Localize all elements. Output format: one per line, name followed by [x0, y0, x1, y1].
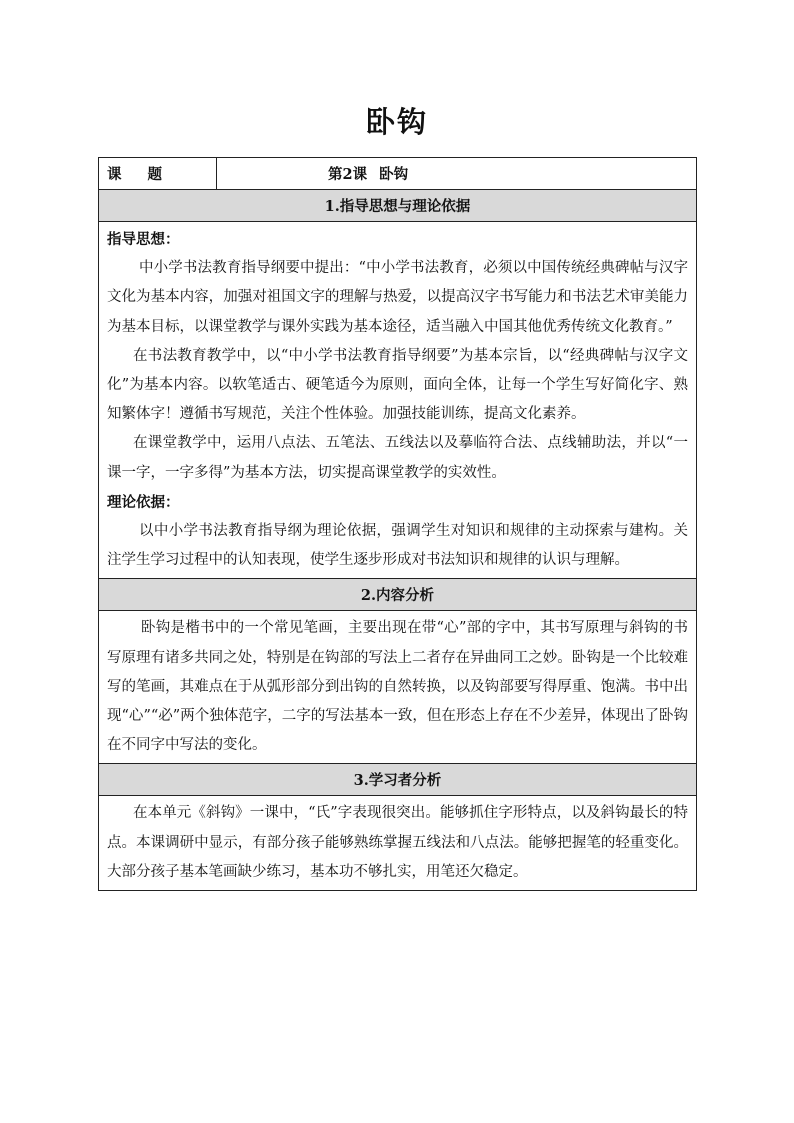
topic-lesson-name: 卧钩 [379, 166, 409, 183]
guiding-paragraph: 在书法教育教学中，以“中小学书法教育指导纲要”为基本宗旨，以“经典碑帖与汉字文化”为基本内容。以软笔适古、硬笔适今为原则，面向全体，让每一个学生写好简化字、熟知繁体字！遵循书写规范，关注个性体验。加强技能训练，提高文化素养。 [107, 347, 688, 423]
section-header-content: 2.内容分析 [99, 579, 697, 611]
guiding-paragraph: 在课堂教学中，运用八点法、五笔法、五线法以及摹临符合法、点线辅助法，并以“一课一字，一字多得”为基本方法，切实提高课堂教学的实效性。 [107, 435, 688, 481]
topic-value [217, 158, 697, 190]
section-header-row [99, 190, 697, 222]
section-content-row [99, 796, 697, 891]
learner-analysis-paragraph: 在本单元《斜钩》一课中，“氏”字表现很突出。能够抓住字形特点，以及斜钩最长的特点。本课调研中显示，有部分孩子能够熟练掌握五线法和八点法。能够把握笔的轻重变化。大部分孩子基本笔画缺少练习，基本功不够扎实，用笔还欠稳定。 [107, 805, 688, 880]
topic-label-char: 题 [147, 166, 162, 183]
section-header-learner: 3.学习者分析 [99, 764, 697, 796]
guiding-heading: 指导思想： [107, 231, 180, 248]
topic-label [99, 158, 217, 190]
section-content-analysis [99, 611, 697, 764]
theory-heading: 理论依据： [107, 493, 180, 511]
page-title: 卧钩 [365, 105, 428, 139]
section-header-row [99, 579, 697, 611]
theory-paragraph: 以中小学书法教育指导纲为理论依据，强调学生对知识和规律的主动探索与建构。关注学生学习过程中的认知表现，使学生逐步形成对书法知识和规律的认识与理解。 [107, 523, 688, 569]
topic-row [99, 158, 697, 190]
section-content-guiding [99, 222, 697, 579]
section-content-row [99, 611, 697, 764]
topic-lesson-number: 第2课 [328, 166, 368, 183]
content-analysis-paragraph: 卧钩是楷书中的一个常见笔画，主要出现在带“心”部的字中，其书写原理与斜钩的书写原理有诸多共同之处，特别是在钩部的写法上二者存在异曲同工之妙。卧钩是一个比较难写的笔画，其难点在于从弧形部分到出钩的自然转换，以及钩部要写得厚重、饱满。书中出现“心”“必”两个独体范字，二字的写法基本一致，但在形态上存在不少差异，体现出了卧钩在不同字中写法的变化。 [107, 620, 688, 754]
guiding-paragraph: 中小学书法教育指导纲要中提出：“中小学书法教育，必须以中国传统经典碑帖与汉字文化为基本内容，加强对祖国文字的理解与热爱，以提高汉字书写能力和书法艺术审美能力为基本目标，以课堂教学与课外实践为基本途径，适当融入中国其他优秀传统文化教育。” [107, 260, 688, 335]
section-content-row [99, 222, 697, 579]
section-content-learner [99, 796, 697, 891]
section-header-guiding: 1.指导思想与理论依据 [99, 190, 697, 222]
section-header-row [99, 764, 697, 796]
lesson-plan-table [98, 157, 697, 891]
topic-label-char: 课 [107, 166, 122, 183]
